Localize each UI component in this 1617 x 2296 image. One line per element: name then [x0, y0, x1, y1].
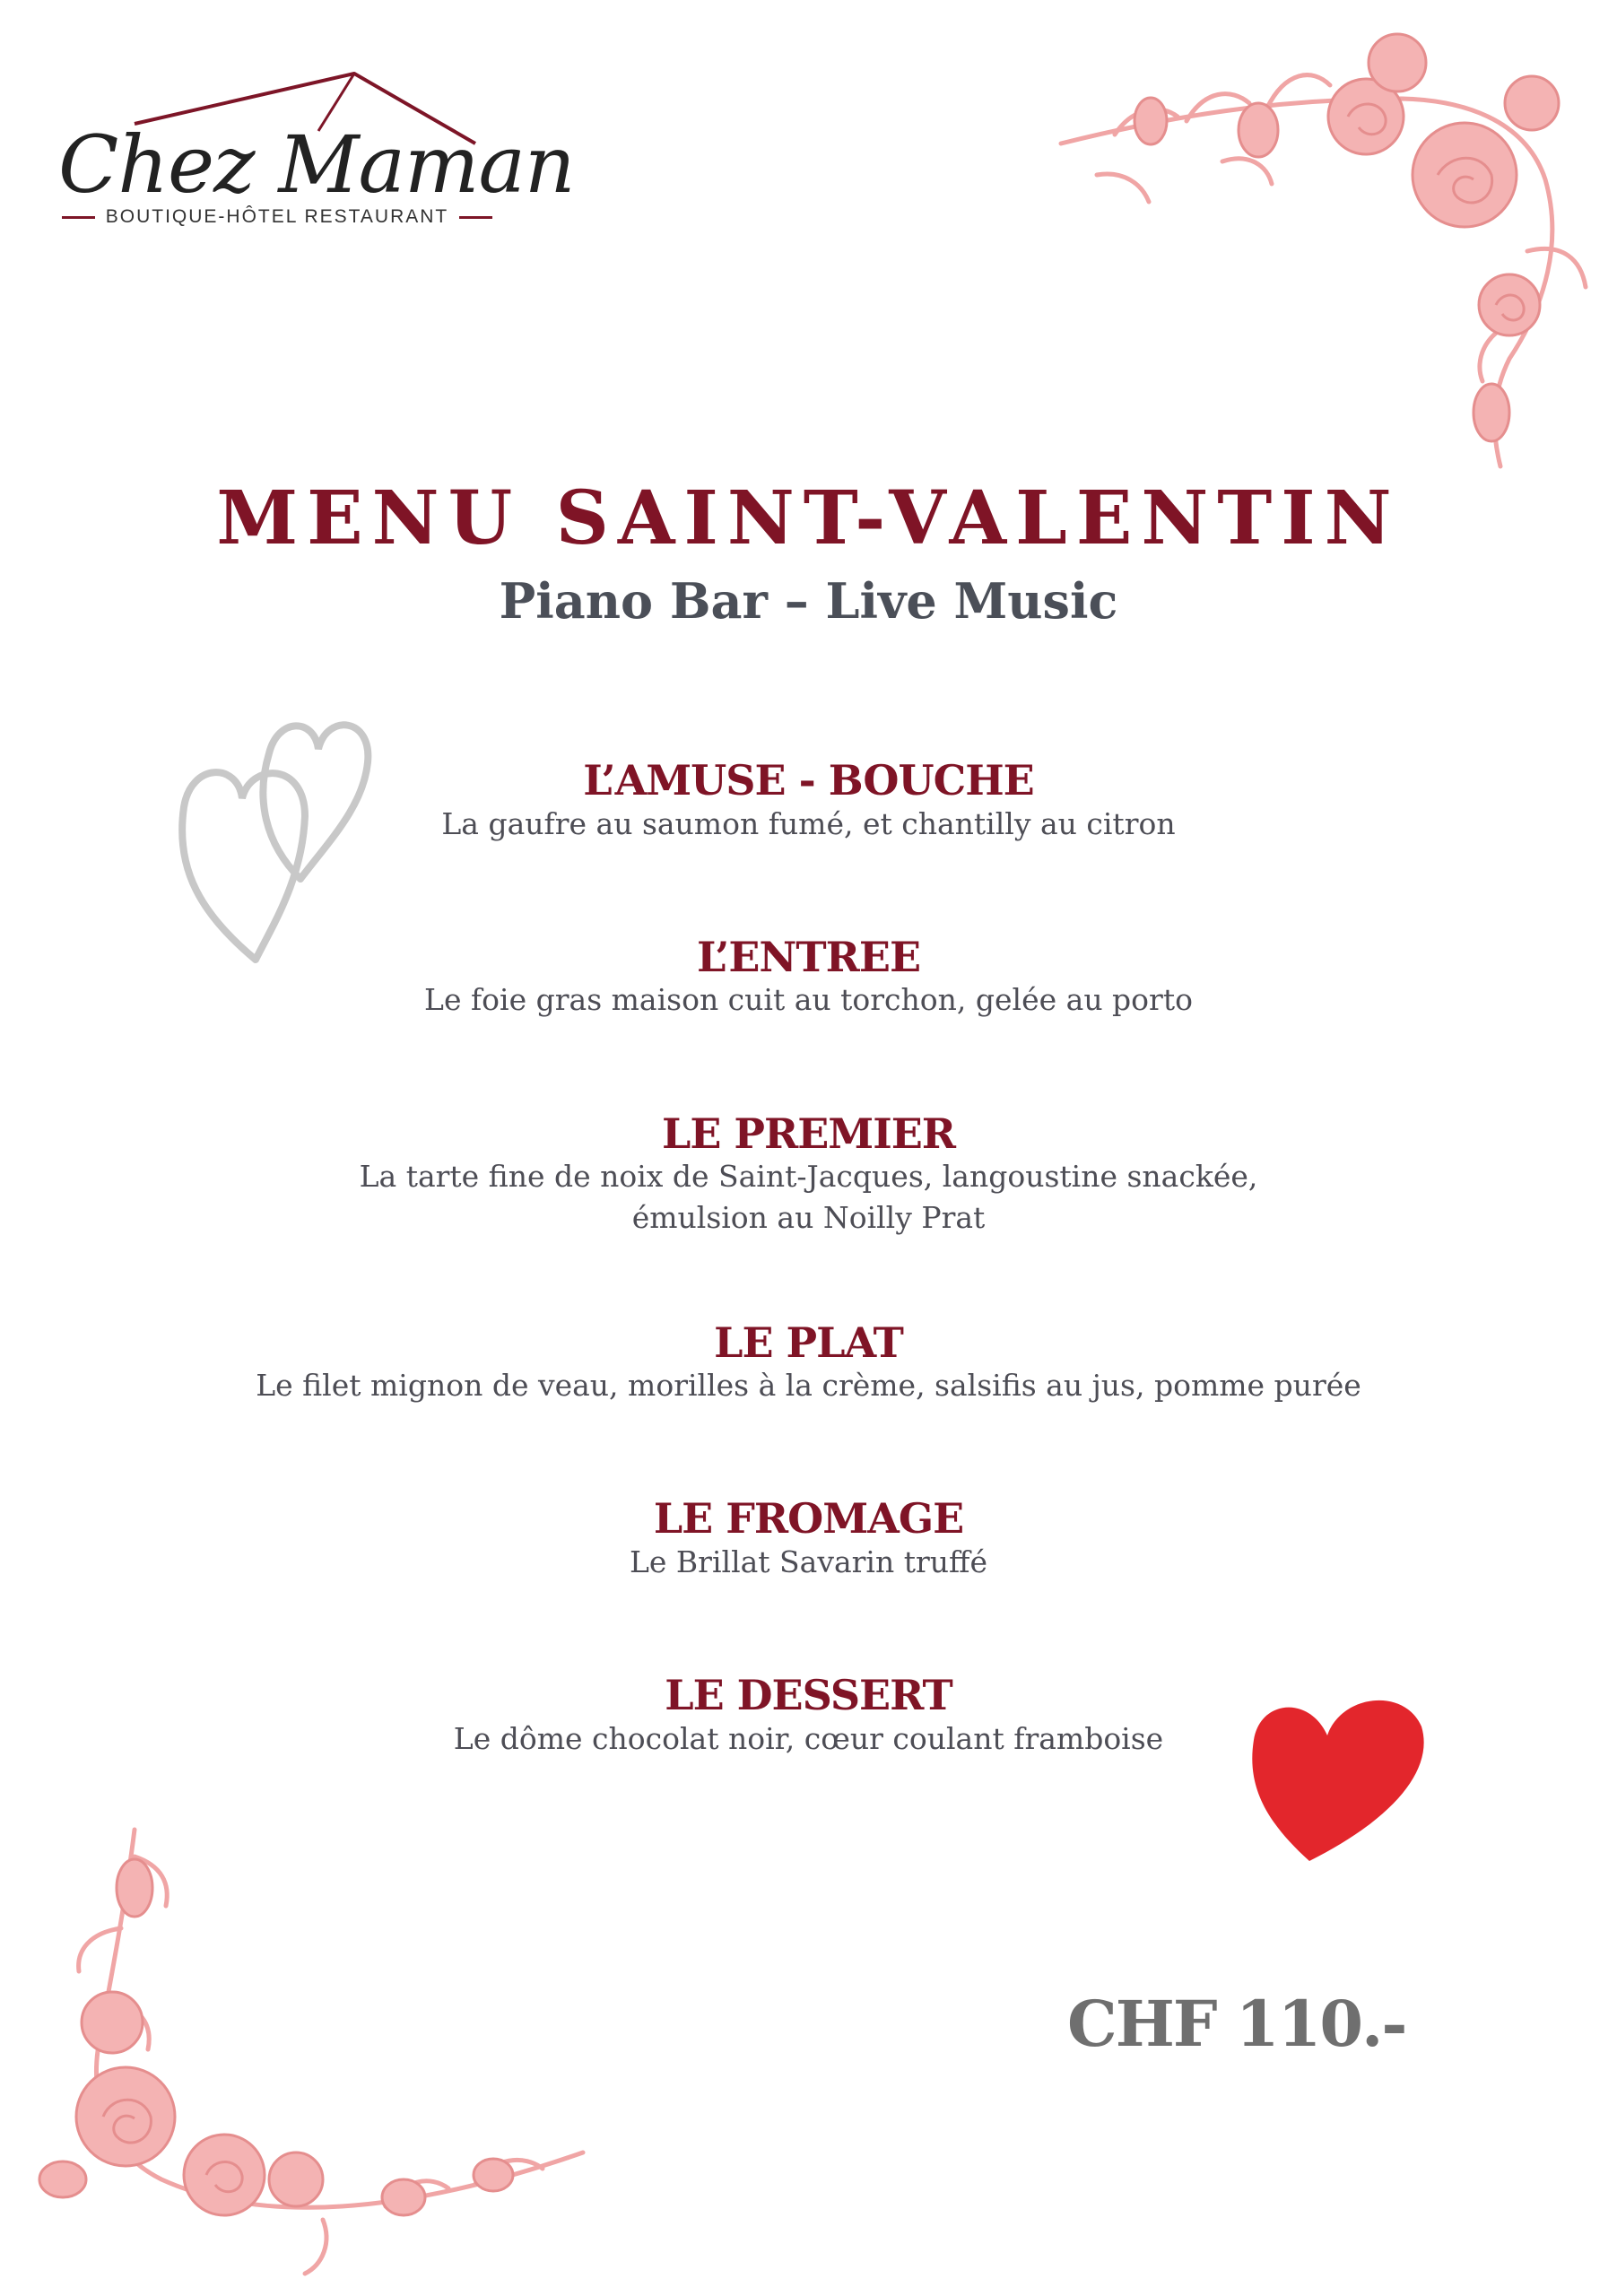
- course-title: L’ENTREE: [696, 932, 921, 981]
- logo: [49, 63, 575, 242]
- logo-tagline: [62, 206, 492, 228]
- logo-tagline-text: BOUTIQUE-HÔTEL RESTAURANT: [105, 206, 449, 227]
- page-subtitle: Piano Bar – Live Music: [499, 572, 1118, 630]
- course-description: Le foie gras maison cuit au torchon, gelée au porto: [424, 982, 1193, 1018]
- tagline-rule-right: [459, 216, 492, 219]
- page-title: MENU SAINT-VALENTIN: [216, 475, 1401, 561]
- tagline-rule-left: [62, 216, 95, 219]
- course-description: Le dôme chocolat noir, cœur coulant framboise: [453, 1720, 1164, 1756]
- course-title: LE PREMIER: [661, 1109, 956, 1158]
- heart-icon: [1247, 1686, 1430, 1866]
- course-title: L’AMUSE - BOUCHE: [583, 756, 1034, 804]
- course-title: LE FROMAGE: [653, 1494, 964, 1544]
- course-description: La gaufre au saumon fumé, et chantilly au citron: [441, 805, 1176, 841]
- logo-name: Chez Maman: [58, 118, 575, 211]
- price: CHF 110.-: [1067, 1987, 1406, 2061]
- course-amuse-bouche: [0, 758, 1617, 845]
- course-fromage: [0, 1496, 1617, 1583]
- roses-decoration-icon: [1043, 18, 1599, 484]
- course-description: Le filet mignon de veau, morilles à la crème, salsifis au jus, pomme purée: [256, 1368, 1361, 1404]
- course-title: LE PLAT: [714, 1318, 903, 1367]
- course-description: La tarte fine de noix de Saint-Jacques, langoustine snackée, émulsion au Noilly Prat: [359, 1159, 1258, 1236]
- course-plat: [0, 1320, 1617, 1407]
- course-premier: [0, 1111, 1617, 1239]
- course-description: Le Brillat Savarin truffé: [630, 1544, 987, 1579]
- course-list: [0, 758, 1617, 1760]
- course-entree: [0, 932, 1617, 1022]
- course-title: LE DESSERT: [665, 1671, 952, 1720]
- roses-decoration-icon: [27, 1821, 601, 2287]
